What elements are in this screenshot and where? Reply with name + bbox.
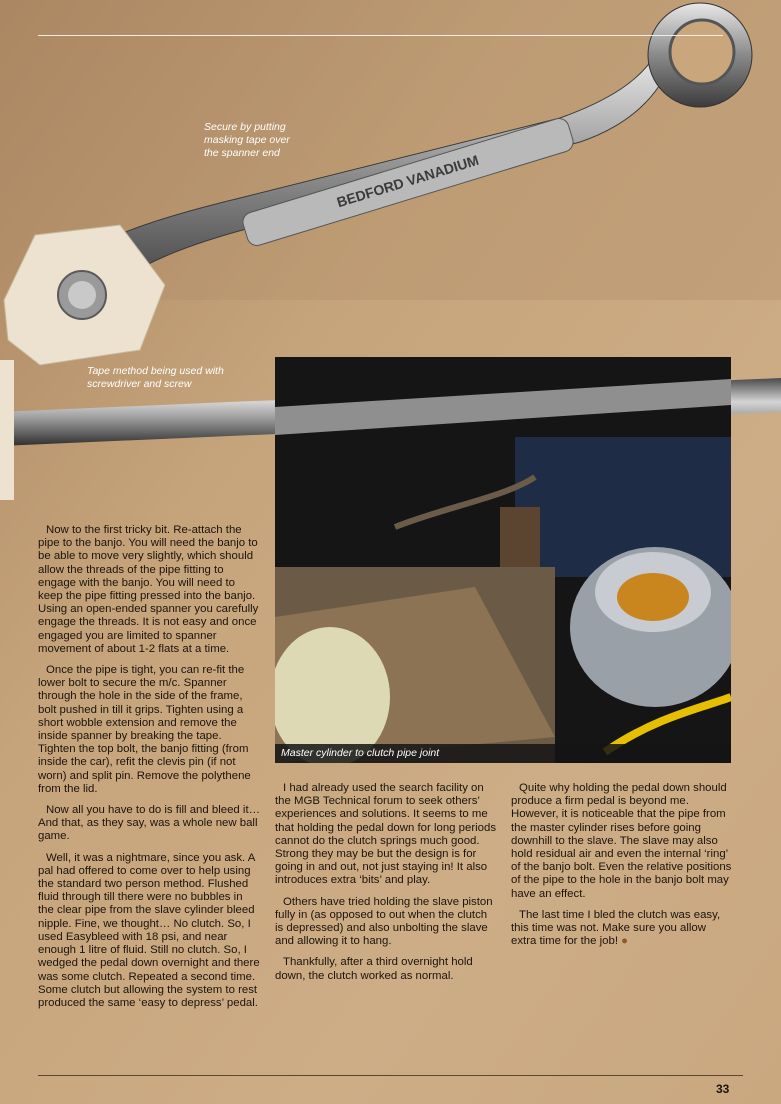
engine-photo: [275, 357, 731, 763]
paragraph: Well, it was a nightmare, since you ask. A pal had offered to come over to help using the standard two person method. Flushed fluid through till there were no bubbles in the clear pipe from the slave cylinder bleed nipple. Fine, we thought… No clutch. So, I used Easybleed with 18 psi, and near enough 1 litre of fluid. Still no clutch. So, I wedged the pedal down overnight and there was some clutch. Repeated a second time. Some clutch but allowing the system to rest produced the same ‘easy to depress’ pedal.: [38, 851, 260, 1009]
caption-photo: Master cylinder to clutch pipe joint: [275, 744, 731, 763]
paragraph: I had already used the search facility on the MGB Technical forum to seek others’ experiences and solutions. It seems to me that holding the pedal down for long periods cannot do the clutch springs much good. Strong they may be but the design is for going in and out, not just staying in! It also introduces extra ‘bits’ and play.: [275, 782, 497, 887]
paragraph: Now all you have to do is fill and bleed it… And that, as they say, was a whole new ball game.: [38, 804, 261, 843]
master-cylinder-image: [275, 357, 731, 763]
paragraph: Others have tried holding the slave piston fully in (as opposed to out when the clutch is depressed) and also unbolting the slave and allowing it to hang.: [275, 895, 493, 948]
caption-spanner: Secure by putting masking tape over the spanner end: [204, 121, 290, 159]
paragraph: Now to the first tricky bit. Re-attach the pipe to the banjo. You will need the banjo to be able to move very slightly, which should allow the threads of the pipe fitting to engage with the banjo. You will need to keep the pipe fitting pressed into the banjo. Using an open-ended spanner you carefully engage the threads. It is not easy and once engaged you are limited to spanner movement of about 1-2 flats at a time.: [38, 524, 259, 655]
paragraph-text: The last time I bled the clutch was easy, this time was not. Make sure you allow extra time for the job!: [511, 908, 721, 948]
paragraph: Quite why holding the pedal down should produce a firm pedal is beyond me. However, it is noticeable that the pipe from the master cylinder rises before going downhill to the slave. The slave may also hold residual air and even the internal ‘ring’ of the banjo bolt. Even the relative positions of the pipe to the hole in the banjo bolt may have an effect.: [511, 782, 732, 900]
bottom-rule: [38, 1075, 743, 1076]
column-middle: [275, 782, 497, 991]
page-number: 33: [716, 1082, 730, 1096]
column-right: [511, 782, 733, 956]
end-mark-icon: ●: [621, 935, 629, 948]
top-rule: [38, 35, 723, 36]
paragraph: Thankfully, after a third overnight hold down, the clutch worked as normal.: [275, 956, 473, 982]
paragraph: [511, 909, 733, 949]
caption-screwdriver: Tape method being used with screwdriver and screw: [87, 365, 224, 390]
column-left: [38, 524, 260, 1018]
spanner-engraving: BEDFORD VANADIUM: [334, 151, 481, 211]
paragraph: Once the pipe is tight, you can re-fit the lower bolt to secure the m/c. Spanner through the hole in the side of the frame, bolt pushed in till it grips. Tighten using a short wobble extension and remove the inside spanner by breaking the tape. Tighten the top bolt, the banjo fitting (from inside the car), refit the clevis pin (if not worn) and split pin. Remove the polythene from the lid.: [38, 664, 251, 795]
